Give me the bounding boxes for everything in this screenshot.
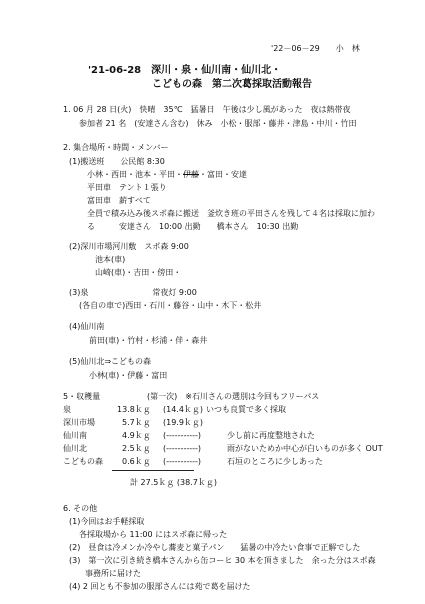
harvest-row-place: 泉 — [63, 405, 71, 414]
harvest-row-first: (19.9ｋｇ) — [163, 418, 204, 427]
section1-weather-line: 1. 06 月 28 日(火) 快晴 35℃ 猛暑日 午後は少し風があった 夜は熱帯夜 — [63, 105, 351, 114]
section5-heading: 5・収穫量 — [63, 392, 101, 401]
harvest-row-weight: 5.7ｋｇ — [122, 418, 151, 427]
misc-item-2: (2) 昼食は冷メンか冷やし蕎麦と菓子パン 猛暑の中冷たい食事で正解でした — [69, 543, 361, 552]
misc-item-4: (4) 2 回とも不参加の服部さんには苑で葛を届けた — [69, 582, 251, 591]
group1-note-line-2: る 安達さん 10:00 出勤 橋本さん 10:30 出勤 — [87, 222, 299, 231]
section5-header-note: (第一次) ※石川さんの選別は今回もフリーパス — [147, 392, 320, 401]
group4-line-1: 前田(車)・竹村・杉浦・伴・森井 — [89, 336, 208, 345]
report-title-line-2: こどもの森 第二次葛採取活動報告 — [152, 79, 312, 90]
harvest-total: 計 27.5ｋｇ (38.7ｋｇ) — [130, 478, 217, 487]
harvest-row-weight: 13.8ｋｇ — [117, 405, 151, 414]
harvest-row-place: こどもの森 — [63, 457, 103, 466]
harvest-row-note: 少し前に再度整地された — [227, 431, 315, 440]
group2-title: (2)深川市場河川敷 スポ森 9:00 — [69, 242, 189, 251]
harvest-row-first: (-----------) — [163, 431, 201, 440]
report-title-line-1: '21-06-28 深川・泉・仙川南・仙川北・ — [88, 65, 282, 76]
harvest-row-weight: 2.5ｋｇ — [122, 444, 151, 453]
section1-participants-line: 参加者 21 名 (安達さん含む) 休み 小松・服部・藤井・津島・中川・竹田 — [79, 119, 357, 128]
misc-item-1b: 各採取場から 11:00 にはスポ森に帰った — [79, 530, 228, 539]
date-author-line: '22－06－29 小 林 — [271, 44, 360, 53]
harvest-row-first: (-----------) — [163, 444, 201, 453]
harvest-row-note: いつも良質で多く採取 — [206, 405, 286, 414]
harvest-row-note: 石垣のところに少しあった — [227, 457, 323, 466]
group1-hirata-car: 平田車 テント１張り — [87, 183, 167, 192]
group1-members-pre: 小林・西田・池本・平田・ — [87, 170, 183, 179]
group5-title: (5)仙川北⇒こどもの森 — [69, 357, 152, 366]
total-divider — [112, 470, 194, 471]
group3-title: (3)泉 常夜灯 9:00 — [69, 288, 197, 297]
section6-heading: 6. その他 — [63, 504, 98, 513]
misc-item-3b: 事務所に届けた — [85, 569, 141, 578]
group1-struck-member: 伊藤 — [183, 170, 199, 179]
harvest-row-note: 雨がないためか中心が白いものが多く OUT — [227, 444, 383, 453]
harvest-row-first: (-----------) — [163, 457, 201, 466]
group2-line-2: 山崎(車)・吉田・傍田・ — [95, 268, 182, 277]
misc-item-1a: (1)今回はお手軽採取 — [69, 517, 145, 526]
group4-title: (4)仙川南 — [69, 322, 105, 331]
harvest-row-place: 仙川北 — [63, 444, 87, 453]
harvest-row-place: 深川市場 — [63, 418, 95, 427]
group1-tomita-car: 富田車 薪すべて — [87, 196, 151, 205]
harvest-row-weight: 4.9ｋｇ — [122, 431, 151, 440]
group3-line-1: (各自の車で)西田・石川・藤谷・山中・木下・松井 — [79, 301, 262, 310]
group1-members-post: ・富田・安達 — [199, 170, 247, 179]
group1-note-line-1: 全員で積み込み後スポ森に搬送 釜炊き班の平田さんを残して４名は採取に加わ — [87, 209, 375, 218]
group1-members — [87, 169, 247, 180]
harvest-row-first: (14.4ｋｇ) — [163, 405, 204, 414]
group5-line-1: 小林(車)・伊藤・富田 — [89, 371, 168, 380]
section2-heading: 2. 集合場所・時間・メンバー — [63, 143, 169, 152]
harvest-row-place: 仙川南 — [63, 431, 87, 440]
harvest-row-weight: 0.6ｋｇ — [122, 457, 151, 466]
group2-line-1: 池本(車) — [95, 255, 126, 264]
group1-title: (1)搬送班 公民館 8:30 — [69, 157, 165, 166]
misc-item-3a: (3) 第一次に引き続き橋本さんから缶コーヒ 30 本を頂きました 余った分はスポ森 — [69, 556, 376, 565]
